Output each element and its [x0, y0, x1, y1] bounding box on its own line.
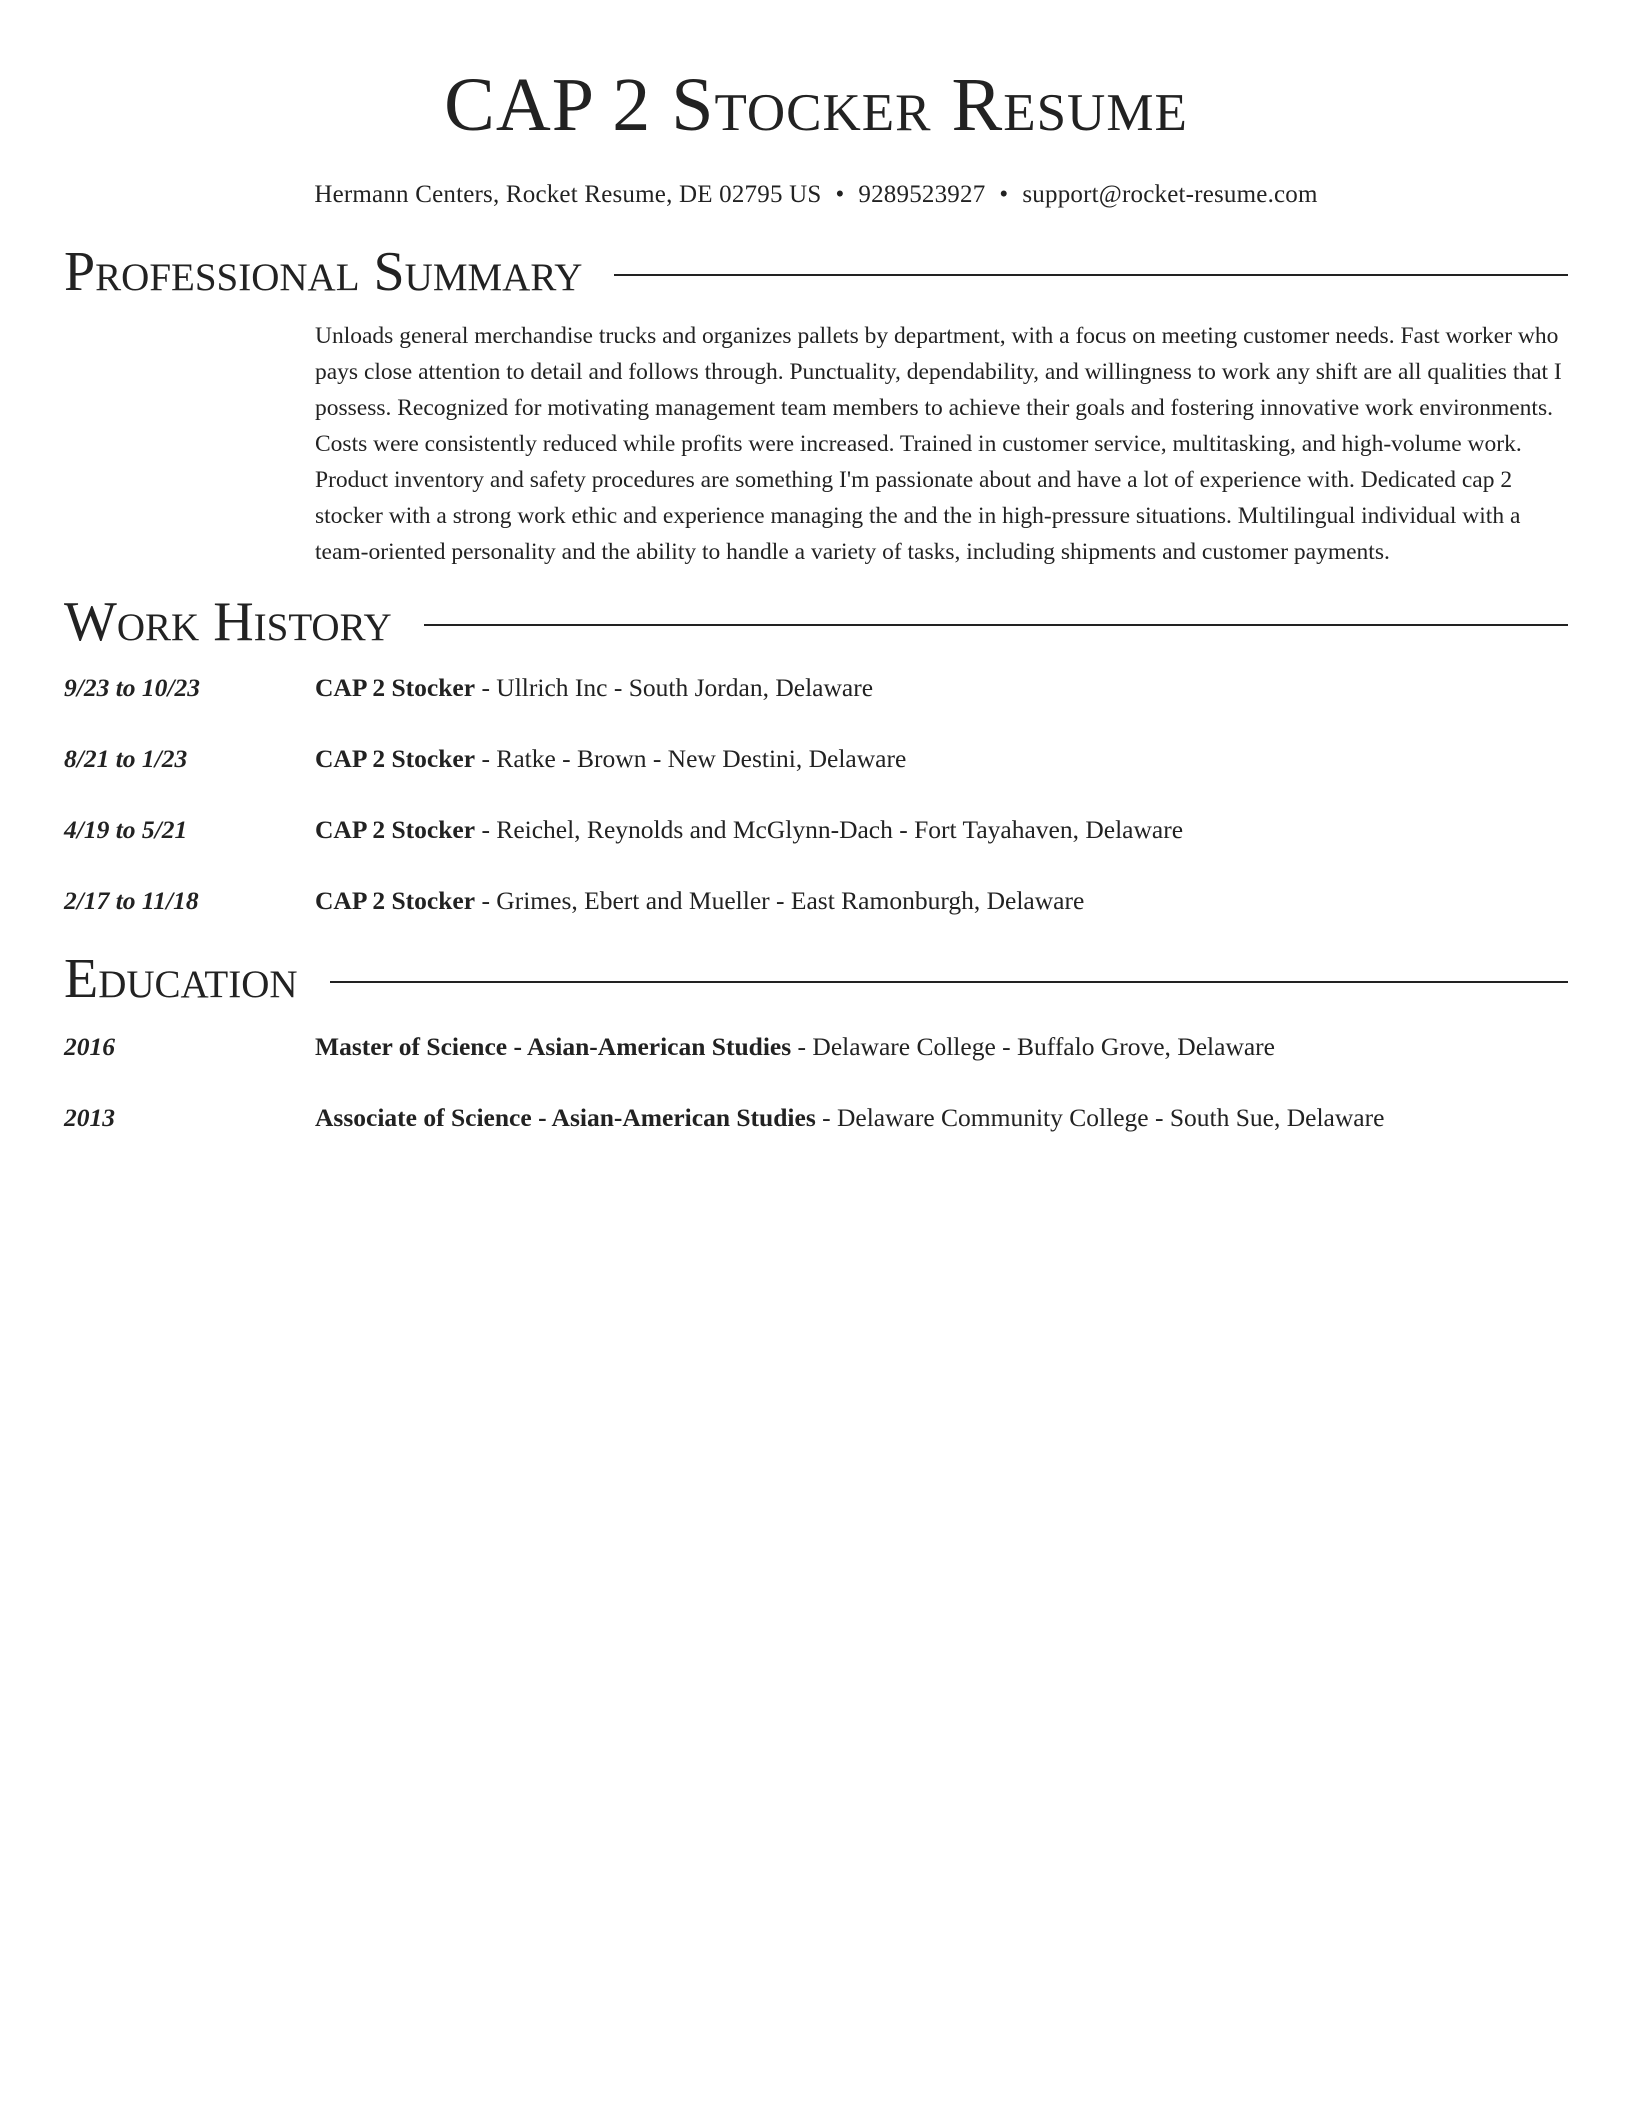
- education-degree: Master of Science - Asian-American Studies: [315, 1032, 792, 1061]
- work-entry: [64, 883, 1568, 919]
- work-details: - Grimes, Ebert and Mueller - East Ramonburgh, Delaware: [475, 886, 1085, 915]
- work-date: 8/21 to 1/23: [64, 744, 188, 773]
- work-entry: [64, 670, 1568, 706]
- work-details: - Reichel, Reynolds and McGlynn-Dach - Fort Tayahaven, Delaware: [475, 815, 1184, 844]
- work-date: 2/17 to 11/18: [64, 886, 199, 915]
- work-details: - Ullrich Inc - South Jordan, Delaware: [475, 673, 874, 702]
- education-details: - Delaware College - Buffalo Grove, Delaware: [791, 1032, 1275, 1061]
- work-date: 9/23 to 10/23: [64, 673, 201, 702]
- education-details: - Delaware Community College - South Sue, Delaware: [815, 1103, 1385, 1132]
- work-date: 4/19 to 5/21: [64, 815, 188, 844]
- section-heading: [64, 941, 1568, 1017]
- section-divider: [424, 624, 1568, 626]
- work-details: - Ratke - Brown - New Destini, Delaware: [475, 744, 907, 773]
- work-description: [315, 883, 1084, 919]
- education-description: [315, 1100, 1384, 1136]
- education-entry: [64, 1029, 1568, 1065]
- work-role: CAP 2 Stocker: [315, 815, 476, 844]
- section-heading: [64, 584, 1568, 660]
- education-section: [64, 941, 1568, 1136]
- work-description: [315, 812, 1183, 848]
- summary-text: Unloads general merchandise trucks and organizes pallets by department, with a focus on meeting customer needs. Fast worker who pays close attention to detail and follows through. Punctuality, dependability, and willingness to work any shift are all qualities that I possess. Recognized for motivating management team members to achieve their goals and fostering innovative work environments. Costs were consistently reduced while profits were increased. Trained in customer service, multitasking, and high-volume work. Product inventory and safety procedures are something I'm passionate about and have a lot of experience with. Dedicated cap 2 stocker with a strong work ethic and experience managing the and the in high-pressure situations. Multilingual individual with a team-oriented personality and the ability to handle a variety of tasks, including shipments and customer payments.: [315, 323, 1562, 565]
- work-description: [315, 741, 906, 777]
- contact-email: support@rocket-resume.com: [1022, 181, 1318, 208]
- education-list: [64, 1029, 1568, 1136]
- education-date: 2016: [64, 1032, 115, 1061]
- contact-line: [64, 178, 1568, 212]
- education-description: [315, 1029, 1275, 1065]
- work-entry: [64, 812, 1568, 848]
- education-entry: [64, 1100, 1568, 1136]
- work-history-title: Work History: [64, 591, 392, 653]
- work-description: [315, 670, 873, 706]
- education-date: 2013: [64, 1103, 115, 1132]
- section-divider: [614, 274, 1568, 276]
- education-title: Education: [64, 948, 298, 1010]
- section-divider: [330, 981, 1568, 983]
- work-entry: [64, 741, 1568, 777]
- summary-title: Professional Summary: [64, 241, 583, 303]
- contact-address: Hermann Centers, Rocket Resume, DE 02795 US: [314, 181, 822, 208]
- work-role: CAP 2 Stocker: [315, 673, 476, 702]
- contact-phone: 9289523927: [858, 181, 986, 208]
- resume-header: [64, 60, 1568, 212]
- contact-separator: •: [835, 181, 845, 208]
- work-role: CAP 2 Stocker: [315, 744, 476, 773]
- contact-separator: •: [999, 181, 1009, 208]
- work-role: CAP 2 Stocker: [315, 886, 476, 915]
- section-heading: [64, 234, 1568, 310]
- work-history-list: [64, 670, 1568, 919]
- summary-section: [64, 234, 1568, 570]
- work-history-section: [64, 584, 1568, 919]
- education-degree: Associate of Science - Asian-American Studies: [315, 1103, 816, 1132]
- resume-title: CAP 2 Stocker Resume: [444, 63, 1188, 147]
